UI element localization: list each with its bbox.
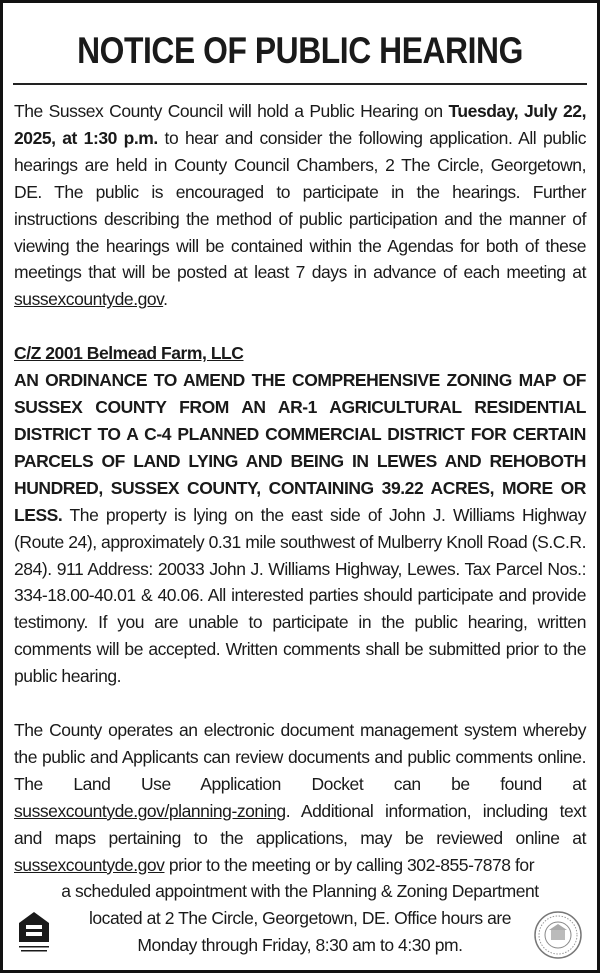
county-website-link-2[interactable]: sussexcountyde.gov bbox=[14, 854, 165, 875]
ordinance-text: AN ORDINANCE TO AMEND THE COMPREHENSIVE ZONING MAP OF SUSSEX COUNTY FROM AN AR-1 AGRICULTURAL RESIDENTIAL DISTRICT TO A C-4 PLANNED COMMERCIAL DISTRICT FOR CERTAIN PARCELS OF LAND LYING AND BEING IN LEWES AND REHOBOTH HUNDRED, SUSSEX COUNTY, CONTAINING 39.22 ACRES, MORE OR LESS. bbox=[14, 370, 586, 525]
closing-line-2: located at 2 The Circle, Georgetown, DE. Office hours are bbox=[88, 908, 512, 929]
application-description: The property is lying on the east side of John J. Williams Highway (Route 24), approximately 0.31 mile southwest of Mulberry Knoll Road (S.C.R. 284). 911 Address: 20033 John J. Williams Highway, Lewes. Tax Parcel Nos.: 334-18.00-40.01 & 40.06. All interested parties should participate and provide testimony. If you are unable to participate in the public hearing, written comments will be accepted. Written comments shall be submitted prior to the public hearing. bbox=[14, 504, 586, 687]
intro-text-end: . bbox=[163, 289, 168, 310]
planning-zoning-link[interactable]: sussexcountyde.gov/planning-zoning bbox=[14, 800, 286, 821]
closing-text-b: . Additional information, including text and maps pertaining to the applications, may be reviewed online at bbox=[14, 800, 586, 848]
title-divider bbox=[13, 83, 587, 85]
case-title: C/Z 2001 Belmead Farm, LLC bbox=[14, 343, 244, 364]
application-paragraph bbox=[14, 367, 586, 690]
closing-line-1: a scheduled appointment with the Planning & Zoning Department bbox=[61, 881, 539, 902]
county-website-link[interactable]: sussexcountyde.gov bbox=[14, 289, 164, 310]
closing-text-a: The County operates an electronic document management system whereby the public and Applicants can review documents and public comments online. The Land Use Application Docket can be found at bbox=[14, 720, 586, 794]
closing-line-3: Monday through Friday, 8:30 am to 4:30 pm. bbox=[137, 935, 463, 956]
intro-text-b: to hear and consider the following application. All public hearings are held in County Council Chambers, 2 The Circle, Georgetown, DE. The public is encouraged to participate in the hearings. Further instructions describing the method of public participation and the manner of viewing the hearings will be contained within the Agendas for both of these meetings that will be posted at least 7 days in advance of each meeting at bbox=[14, 127, 586, 283]
paragraph-spacer bbox=[14, 690, 586, 717]
hearing-date: Tuesday, July 22, 2025, at 1:30 p.m. bbox=[14, 101, 587, 148]
notice-title: NOTICE OF PUBLIC HEARING bbox=[77, 30, 523, 71]
intro-text-a: The Sussex County Council will hold a Public Hearing on bbox=[14, 101, 449, 121]
closing-text-c: prior to the meeting or by calling 302-855-7878 for bbox=[164, 854, 535, 875]
county-seal-icon bbox=[533, 910, 583, 960]
intro-paragraph bbox=[14, 98, 586, 313]
closing-paragraph bbox=[14, 717, 586, 878]
paragraph-spacer bbox=[14, 313, 586, 340]
equal-housing-opportunity-icon bbox=[17, 910, 51, 956]
